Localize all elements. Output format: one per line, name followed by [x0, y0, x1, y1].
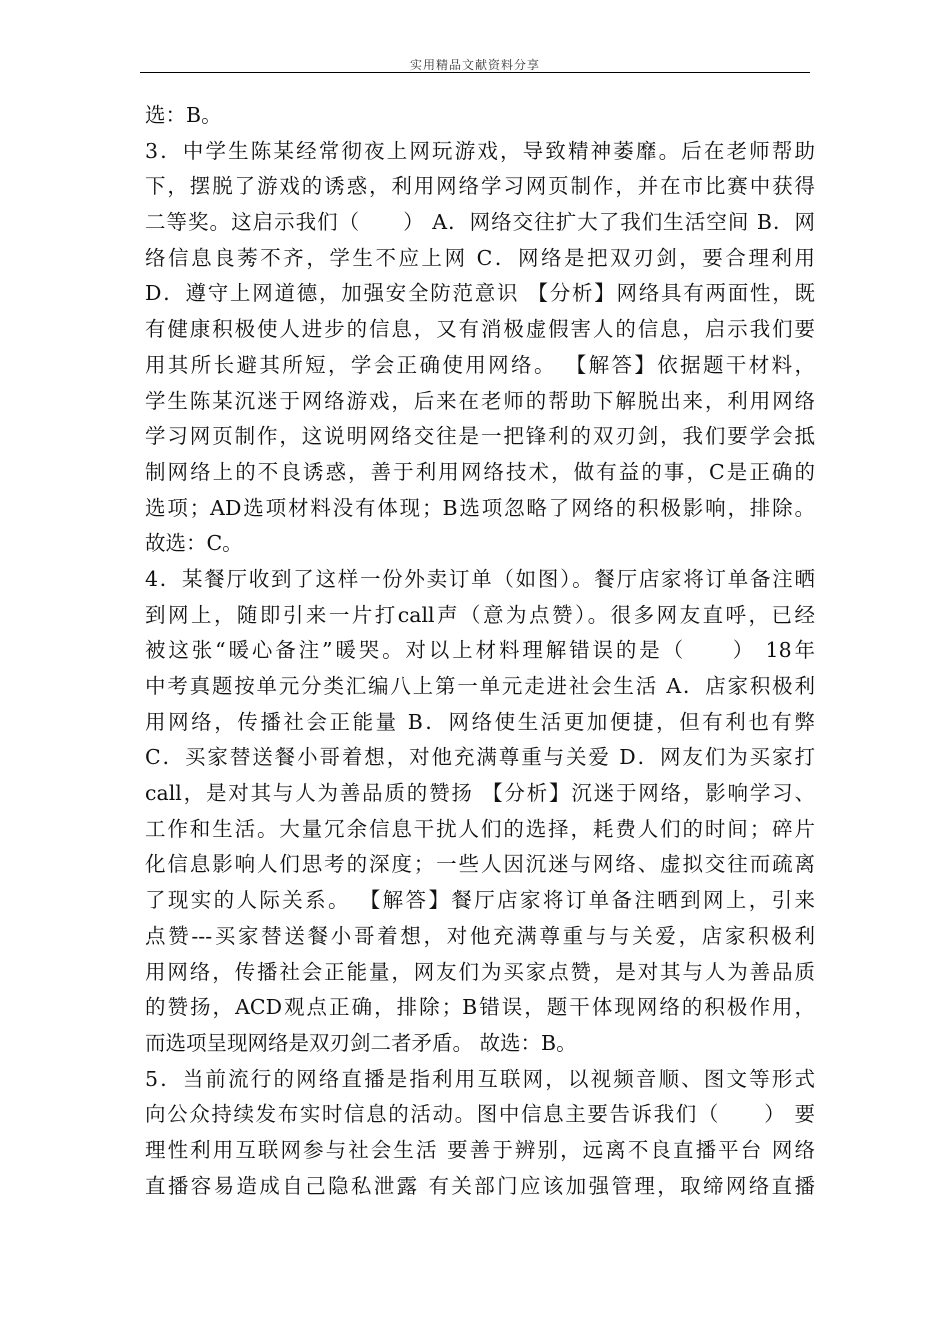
- document-body: [145, 98, 815, 1204]
- text-line: 下，摆脱了游戏的诱惑，利用网络学习网页制作，并在市比赛中获得: [145, 174, 815, 199]
- text-line: 的赞扬，ACD观点正确，排除；B错误，题干体现网络的积极作用，: [145, 995, 815, 1020]
- text-line: 而选项呈现网络是双刃剑二者矛盾。 故选：B。: [145, 1030, 577, 1055]
- text-line: 化信息影响人们思考的深度；一些人因沉迷与网络、虚拟交往而疏离: [145, 852, 815, 877]
- text-line: 学习网页制作，这说明网络交往是一把锋利的双刃剑，我们要学会抵: [145, 424, 815, 449]
- text-line: 络信息良莠不齐，学生不应上网 C．网络是把双刃剑，要合理利用: [145, 245, 815, 270]
- text-line: 选：B。: [145, 103, 222, 127]
- text-line: D．遵守上网道德，加强安全防范意识 【分析】网络具有两面性，既: [145, 281, 815, 306]
- text-line: 用其所长避其所短，学会正确使用网络。 【解答】依据题干材料，: [145, 352, 815, 377]
- text-line: C．买家替送餐小哥着想，对他充满尊重与关爱 D．网友们为买家打: [145, 745, 815, 770]
- text-line: 直播容易造成自己隐私泄露 有关部门应该加强管理，取缔网络直播: [145, 1173, 815, 1198]
- text-line: 理性利用互联网参与社会生活 要善于辨别，远离不良直播平台 网络: [145, 1137, 815, 1162]
- page-header-title: 实用精品文献资料分享: [409, 58, 540, 72]
- header-divider: [140, 72, 810, 73]
- text-line: 中考真题按单元分类汇编八上第一单元走进社会生活 A．店家积极利: [145, 674, 815, 698]
- text-line: call，是对其与人为善品质的赞扬 【分析】沉迷于网络，影响学习、: [145, 781, 815, 806]
- text-line: 二等奖。这启示我们（ ） A．网络交往扩大了我们生活空间 B．网: [145, 210, 815, 235]
- text-line: 点赞---买家替送餐小哥着想，对他充满尊重与与关爱，店家积极利: [145, 923, 815, 948]
- text-line: 学生陈某沉迷于网络游戏，后来在老师的帮助下解脱出来，利用网络: [145, 388, 815, 413]
- text-line: 5．当前流行的网络直播是指利用互联网，以视频音顺、图文等形式: [145, 1066, 815, 1091]
- text-line: 4．某餐厅收到了这样一份外卖订单（如图）。餐厅店家将订单备注晒: [145, 566, 815, 591]
- text-line: 用网络，传播社会正能量 B．网络使生活更加便捷，但有利也有弊: [145, 709, 815, 734]
- text-line: 向公众持续发布实时信息的活动。图中信息主要告诉我们（ ） 要: [145, 1102, 815, 1127]
- text-line: 故选：C。: [145, 531, 243, 556]
- text-line: 工作和生活。大量冗余信息干扰人们的选择，耗费人们的时间；碎片: [145, 816, 815, 841]
- text-line: 3．中学生陈某经常彻夜上网玩游戏，导致精神萎靡。后在老师帮助: [145, 138, 815, 163]
- text-line: 制网络上的不良诱惑，善于利用网络技术，做有益的事，C是正确的: [145, 459, 815, 484]
- text-line: 到网上，随即引来一片打call声（意为点赞）。很多网友直呼，已经: [145, 602, 815, 627]
- text-line: 选项；AD选项材料没有体现；B选项忽略了网络的积极影响，排除。: [145, 495, 815, 520]
- text-line: 有健康积极使人进步的信息，又有消极虚假害人的信息，启示我们要: [145, 317, 815, 342]
- text-line: 了现实的人际关系。 【解答】餐厅店家将订单备注晒到网上，引来: [145, 888, 815, 913]
- text-line: 用网络，传播社会正能量，网友们为买家点赞，是对其与人为善品质: [145, 959, 815, 984]
- text-line: 被这张“暖心备注”暖哭。对以上材料理解错误的是（ ） 18年: [145, 638, 815, 663]
